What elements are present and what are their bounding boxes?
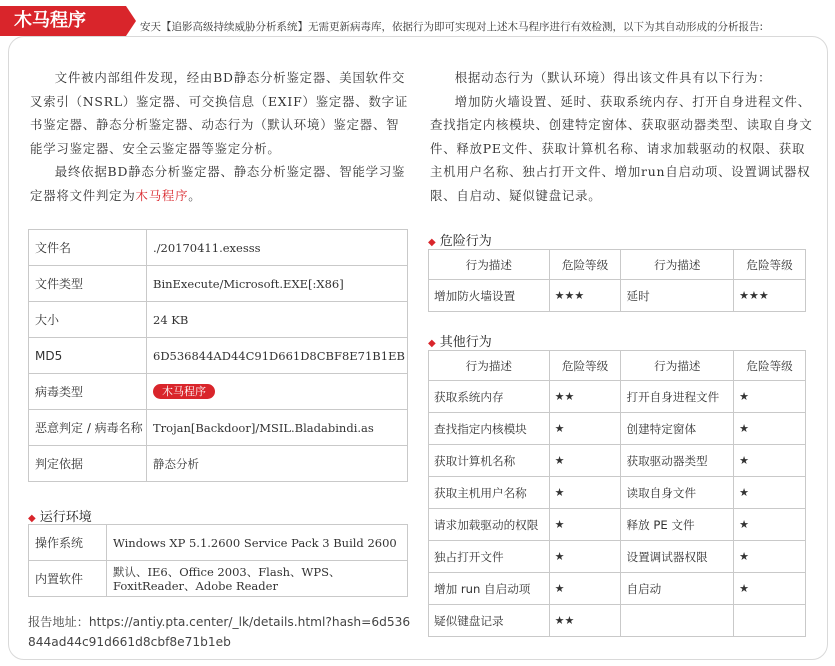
level-cell: ★ — [549, 477, 621, 509]
level-cell — [734, 605, 806, 637]
verdict-highlight: 木马程序 — [135, 187, 189, 203]
other-behavior-table — [428, 350, 806, 637]
table-row — [29, 266, 408, 302]
info-key: MD5 — [29, 338, 147, 374]
table-row — [29, 410, 408, 446]
table-row — [29, 446, 408, 482]
info-key: 文件名 — [29, 230, 147, 266]
table-row — [429, 541, 806, 573]
behavior-cell: 获取驱动器类型 — [621, 445, 734, 477]
env-value: 默认、IE6、Office 2003、Flash、WPS、FoxitReader、Adobe Reader — [107, 561, 408, 597]
info-value — [147, 374, 408, 410]
header-description: 安天【追影高级持续威胁分析系统】无需更新病毒库，依据行为即可实现对上述木马程序进行有效检测，以下为其自动形成的分析报告: — [140, 21, 764, 33]
behavior-cell: 创建特定窗体 — [621, 413, 734, 445]
behavior-cell: 读取自身文件 — [621, 477, 734, 509]
table-row — [429, 413, 806, 445]
col-header: 行为描述 — [621, 250, 734, 280]
summary-left-p1: 文件被内部组件发现，经由BD静态分析鉴定器、美国软件交叉索引（NSRL）鉴定器、可交换信息（EXIF）鉴定器、数字证书鉴定器、静态分析鉴定器、动态行为（默认环境）鉴定器、智能学习鉴定器、安全云鉴定器等鉴定分析。 — [30, 70, 409, 156]
level-cell: ★ — [549, 573, 621, 605]
table-row — [29, 302, 408, 338]
info-value: Trojan[Backdoor]/MSIL.Bladabindi.as — [147, 410, 408, 446]
table-row — [429, 605, 806, 637]
env-key: 内置软件 — [29, 561, 107, 597]
behavior-cell: 独占打开文件 — [429, 541, 550, 573]
env-value: Windows XP 5.1.2600 Service Pack 3 Build 2600 — [107, 525, 408, 561]
level-cell: ★ — [734, 445, 806, 477]
behavior-cell: 打开自身进程文件 — [621, 381, 734, 413]
table-row — [29, 525, 408, 561]
col-header: 行为描述 — [621, 351, 734, 381]
level-cell: ★ — [734, 413, 806, 445]
table-header-row — [429, 250, 806, 280]
table-row — [429, 445, 806, 477]
table-row — [429, 509, 806, 541]
col-header: 危险等级 — [734, 250, 806, 280]
level-cell: ★ — [734, 381, 806, 413]
info-key: 恶意判定 / 病毒名称 — [29, 410, 147, 446]
file-info-table — [28, 229, 408, 482]
summary-right-p1: 根据动态行为（默认环境）得出该文件具有以下行为： — [454, 70, 772, 85]
table-row — [429, 477, 806, 509]
behavior-cell: 疑似键盘记录 — [429, 605, 550, 637]
level-cell: ★ — [734, 573, 806, 605]
behavior-cell: 延时 — [621, 280, 734, 312]
behavior-cell: 释放 PE 文件 — [621, 509, 734, 541]
info-value: 6D536844AD44C91D661D8CBF8E71B1EB — [147, 338, 408, 374]
danger-behavior-table — [428, 249, 806, 312]
summary-left — [30, 66, 412, 207]
level-cell: ★ — [734, 477, 806, 509]
env-key: 操作系统 — [29, 525, 107, 561]
info-value: 24 KB — [147, 302, 408, 338]
level-cell: ★★★ — [734, 280, 806, 312]
table-row — [29, 338, 408, 374]
bullet-icon: ◆ — [28, 513, 36, 524]
info-value: BinExecute/Microsoft.EXE[:X86] — [147, 266, 408, 302]
report-url[interactable]: 报告地址：https://antiy.pta.center/_lk/details.html?hash=6d536844ad44c91d661d8cbf8e71b1eb — [28, 615, 411, 649]
info-key: 病毒类型 — [29, 374, 147, 410]
table-row — [429, 280, 806, 312]
col-header: 危险等级 — [549, 351, 621, 381]
behavior-cell — [621, 605, 734, 637]
behavior-cell: 自启动 — [621, 573, 734, 605]
level-cell: ★ — [734, 541, 806, 573]
level-cell: ★★ — [549, 381, 621, 413]
col-header: 危险等级 — [549, 250, 621, 280]
behavior-cell: 增加 run 自启动项 — [429, 573, 550, 605]
level-cell: ★★ — [549, 605, 621, 637]
table-row — [29, 374, 408, 410]
level-cell: ★★★ — [549, 280, 621, 312]
other-section-title: ◆ 其他行为 — [428, 335, 492, 350]
bullet-icon: ◆ — [428, 338, 436, 349]
info-key: 文件类型 — [29, 266, 147, 302]
level-cell: ★ — [549, 509, 621, 541]
behavior-cell: 设置调试器权限 — [621, 541, 734, 573]
col-header: 行为描述 — [429, 250, 550, 280]
summary-right-p2: 增加防火墙设置、延时、获取系统内存、打开自身进程文件、查找指定内核模块、创建特定窗体、获取驱动器类型、读取自身文件、释放PE文件、获取计算机名称、请求加载驱动的权限、获取主机用户名称、独占打开文件、增加run自启动项、设置调试器权限、自启动、疑似键盘记录。 — [430, 93, 813, 203]
level-cell: ★ — [549, 541, 621, 573]
col-header: 行为描述 — [429, 351, 550, 381]
table-row — [29, 230, 408, 266]
behavior-cell: 增加防火墙设置 — [429, 280, 550, 312]
behavior-cell: 请求加载驱动的权限 — [429, 509, 550, 541]
table-row — [29, 561, 408, 597]
info-value: ./20170411.exesss — [147, 230, 408, 266]
table-row — [429, 381, 806, 413]
info-value: 静态分析 — [147, 446, 408, 482]
info-key: 判定依据 — [29, 446, 147, 482]
info-key: 大小 — [29, 302, 147, 338]
col-header: 危险等级 — [734, 351, 806, 381]
table-header-row — [429, 351, 806, 381]
env-table — [28, 524, 408, 597]
behavior-cell: 获取主机用户名称 — [429, 477, 550, 509]
report-title-tag: 木马程序 — [0, 6, 126, 36]
level-cell: ★ — [549, 413, 621, 445]
bullet-icon: ◆ — [428, 237, 436, 248]
behavior-cell: 查找指定内核模块 — [429, 413, 550, 445]
danger-section-title: ◆ 危险行为 — [428, 234, 492, 249]
behavior-cell: 获取计算机名称 — [429, 445, 550, 477]
summary-left-p2: 最终依据BD静态分析鉴定器、静态分析鉴定器、智能学习鉴定器将文件判定为木马程序。 — [30, 164, 406, 203]
table-row — [429, 573, 806, 605]
virus-type-badge: 木马程序 — [153, 384, 215, 399]
env-section-title: ◆ 运行环境 — [28, 510, 92, 525]
behavior-cell: 获取系统内存 — [429, 381, 550, 413]
level-cell: ★ — [549, 445, 621, 477]
summary-right — [430, 66, 815, 207]
level-cell: ★ — [734, 509, 806, 541]
